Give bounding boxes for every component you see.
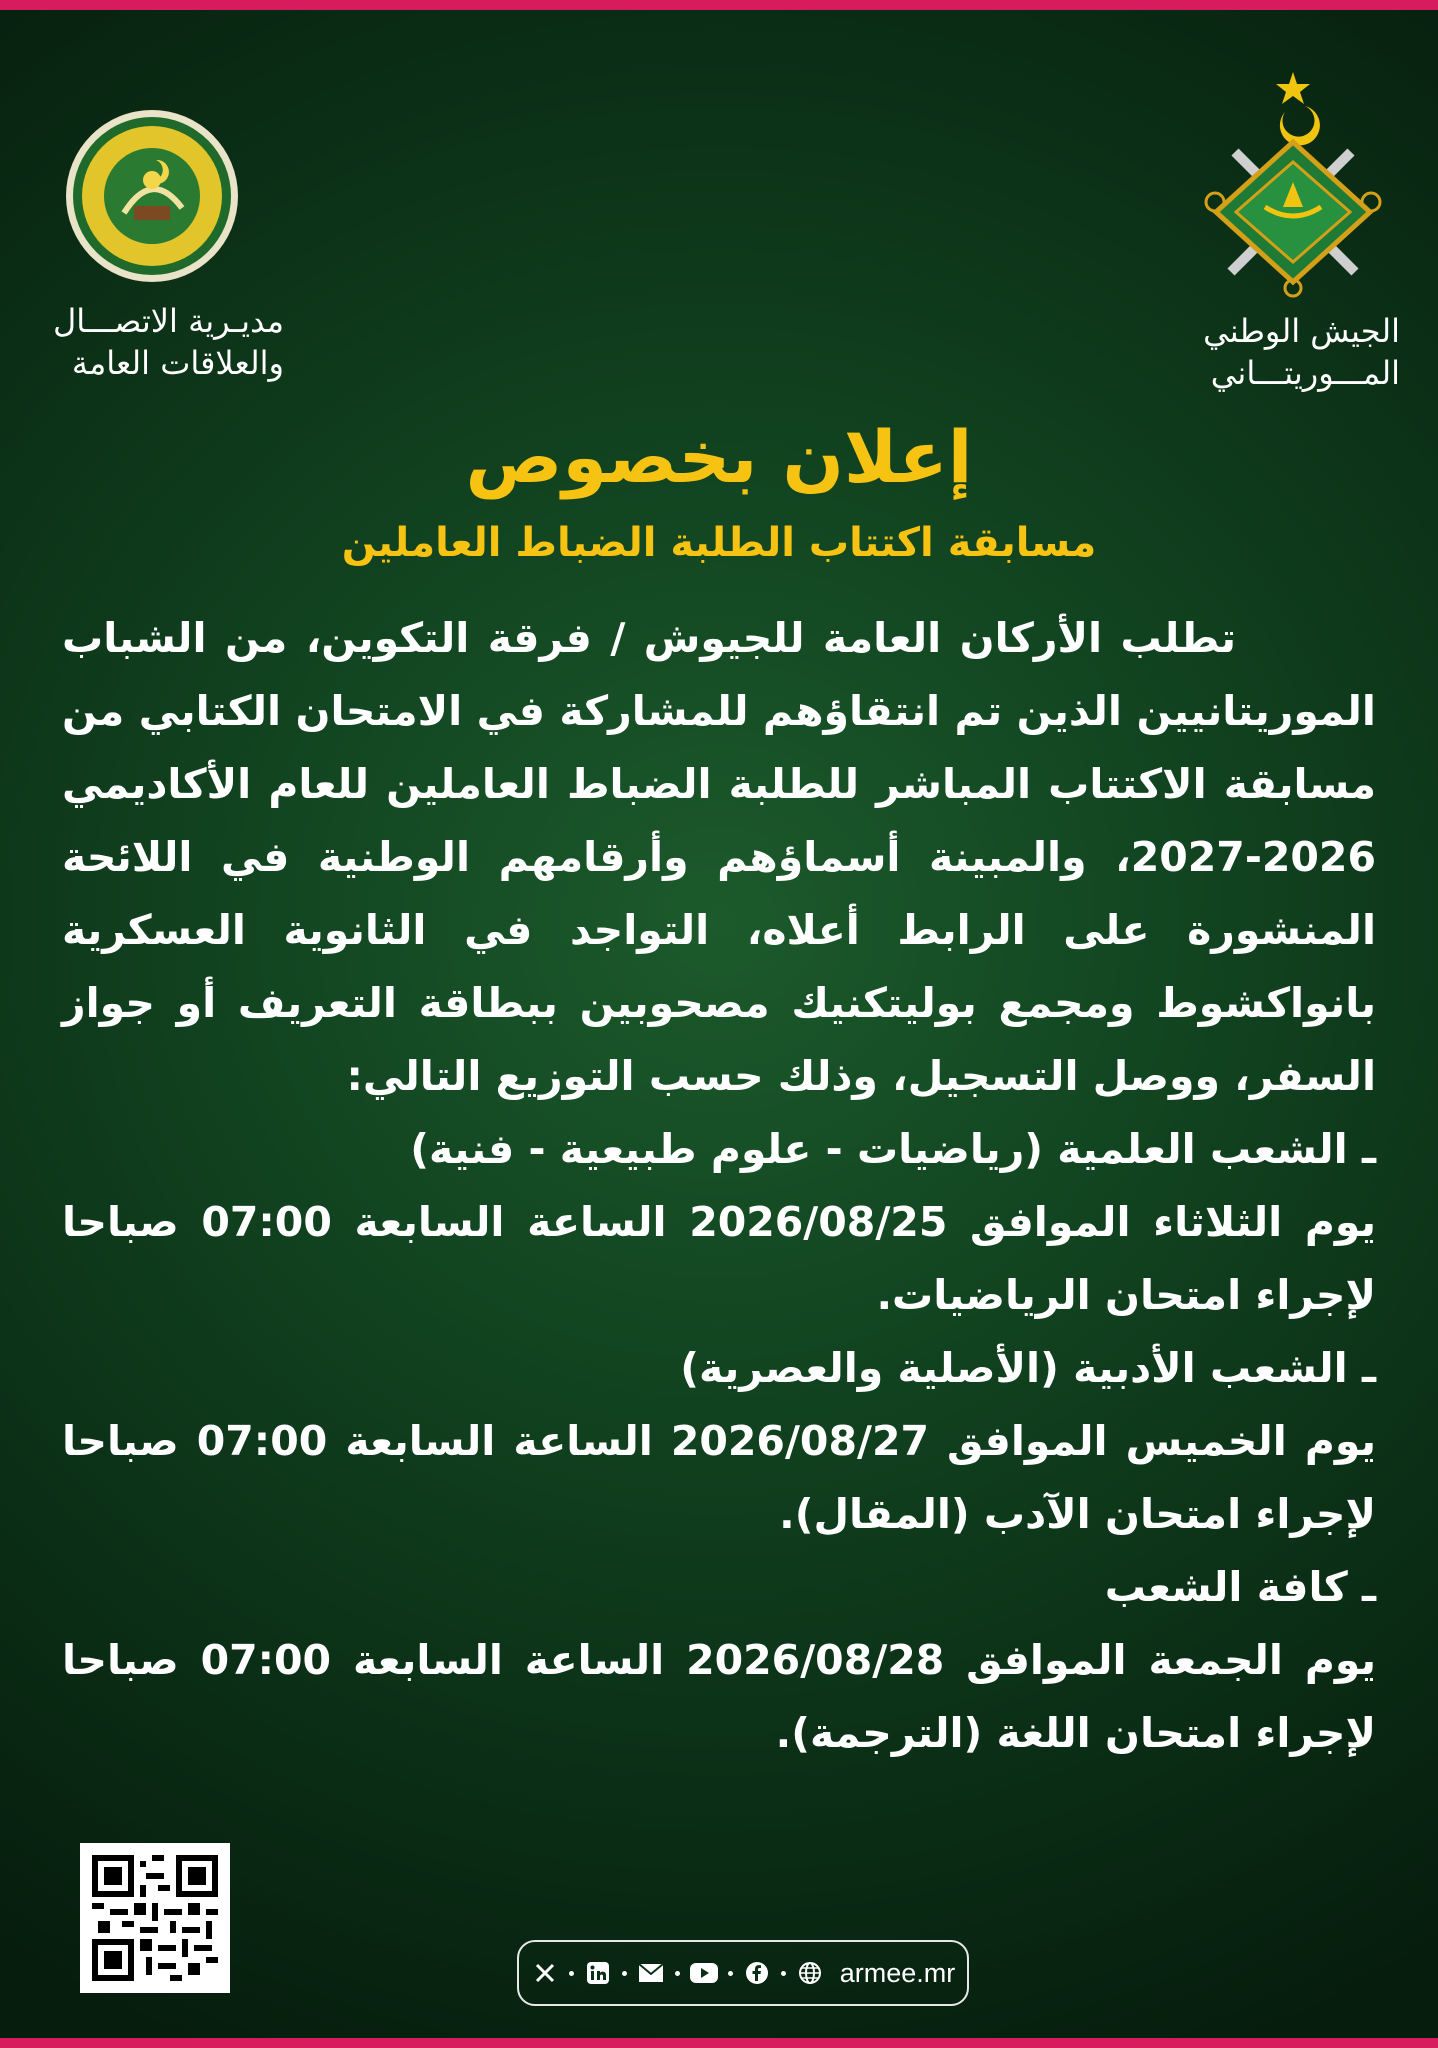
qr-code-icon (92, 1855, 218, 1981)
intro-paragraph: تطلب الأركان العامة للجيوش / فرقة التكوين، من الشباب الموريتانيين الذين تم انتقاؤهم للمشاركة في الامتحان الكتابي من مسابقة الاكتتاب المباشر للطلبة الضباط العاملين للعام الأكاديمي 2026-2027، والمبينة أسماؤهم وأرقامهم الوطنية في اللائحة المنشورة على الرابط أعلاه، التواجد في الثانوية العسكرية بانواكشوط ومجمع بوليتكنيك مصحوبين ببطاقة التعريف أو جواز السفر، ووصل التسجيل، وذلك حسب التوزيع التالي: (62, 614, 1376, 1100)
right-org-line2: المـــوريتـــاني (1210, 354, 1400, 392)
announcement-body (62, 602, 1376, 1770)
globe-icon[interactable] (796, 1959, 824, 1987)
left-organization-name (24, 300, 284, 384)
bottom-border (0, 2038, 1438, 2048)
section2-title: ـ الشعب الأدبية (الأصلية والعصرية) (680, 1344, 1376, 1392)
right-org-line1: الجيش الوطني (1203, 312, 1400, 350)
army-emblem-icon (1195, 72, 1391, 300)
qr-code[interactable] (80, 1843, 230, 1993)
separator-dot (622, 1971, 627, 1976)
page-subtitle: مسابقة اكتتاب الطلبة الضباط العاملين (341, 520, 1097, 566)
left-org-line1: مديـرية الاتصـــال (52, 302, 284, 340)
x-icon[interactable] (531, 1959, 559, 1987)
section1-text: يوم الثلاثاء الموافق 2026/08/25 الساعة السابعة 07:00 صباحا لإجراء امتحان الرياضيات. (62, 1198, 1376, 1319)
right-organization-name (1150, 310, 1400, 394)
top-border (0, 0, 1438, 10)
separator-dot (675, 1971, 680, 1976)
mail-icon[interactable] (637, 1959, 665, 1987)
facebook-icon[interactable] (743, 1959, 771, 1987)
communication-directorate-logo-icon (64, 108, 240, 284)
section2-text: يوم الخميس الموافق 2026/08/27 الساعة السابعة 07:00 صباحا لإجراء امتحان الآدب (المقال). (62, 1417, 1376, 1538)
website-link[interactable]: armee.mr (839, 1957, 956, 1988)
social-links-bar (517, 1940, 969, 2006)
separator-dot (781, 1971, 786, 1976)
linkedin-icon[interactable] (584, 1959, 612, 1987)
section1-title: ـ الشعب العلمية (رياضيات - علوم طبيعية - فنية) (410, 1125, 1376, 1173)
left-org-line2: والعلاقات العامة (71, 344, 284, 382)
separator-dot (728, 1971, 733, 1976)
page-title: إعلان بخصوص (465, 415, 973, 499)
youtube-icon[interactable] (690, 1959, 718, 1987)
section3-title: ـ كافة الشعب (1104, 1563, 1376, 1611)
section3-text: يوم الجمعة الموافق 2026/08/28 الساعة السابعة 07:00 صباحا لإجراء امتحان اللغة (الترجمة). (62, 1636, 1376, 1757)
separator-dot (569, 1971, 574, 1976)
